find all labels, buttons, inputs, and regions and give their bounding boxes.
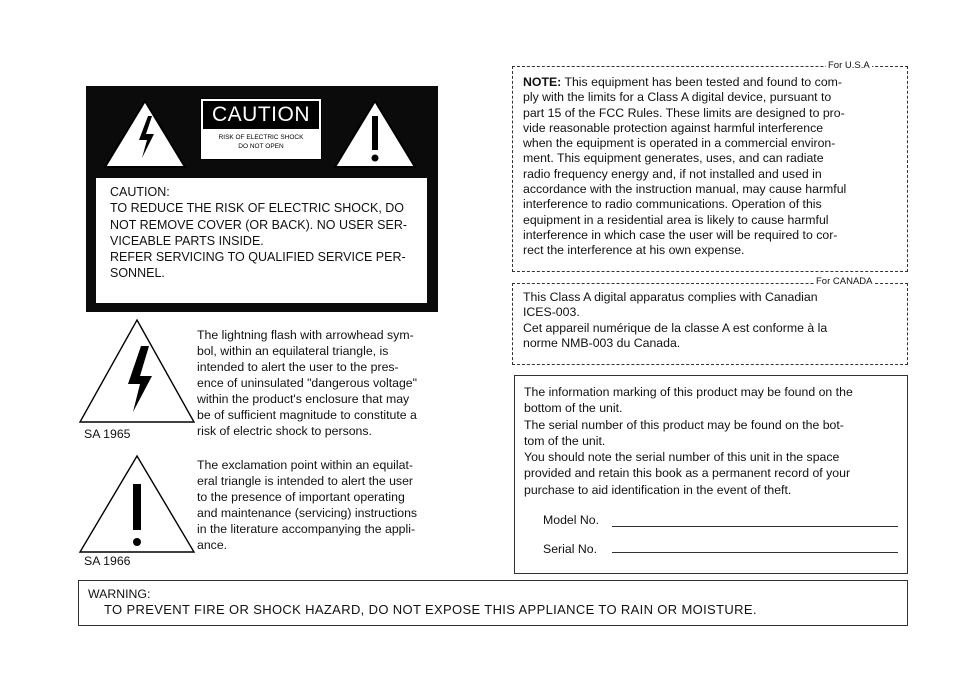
fcc-line: ply with the limits for a Class A digital device, pursuant to: [523, 90, 832, 105]
caution-line: SONNEL.: [110, 266, 165, 281]
info-line: You should note the serial number of this unit in the space: [524, 450, 840, 465]
desc-line: to the presence of important operating: [197, 490, 405, 504]
caution-small-line-1: RISK OF ELECTRIC SHOCK: [218, 134, 304, 141]
desc-line: be of sufficient magnitude to constitute a: [197, 408, 417, 422]
lightning-triangle-icon: [102, 98, 188, 170]
fcc-notice-text: [523, 75, 899, 259]
canada-line: Cet appareil numérique de la classe A est conforme à la: [523, 320, 828, 335]
caution-line: VICEABLE PARTS INSIDE.: [110, 233, 264, 248]
exclamation-triangle-icon: [332, 98, 418, 170]
canada-region-label: For CANADA: [816, 276, 873, 287]
serial-info-text: [524, 384, 900, 498]
fcc-line: vide reasonable protection against harmful interference: [523, 120, 824, 135]
desc-line: ence of uninsulated "dangerous voltage": [197, 376, 417, 390]
fcc-line: This equipment has been tested and found to com-: [561, 75, 842, 89]
fcc-region-label: For U.S.A: [828, 60, 870, 71]
desc-line: within the product's enclosure that may: [197, 392, 410, 406]
info-line: bottom of the unit.: [524, 401, 623, 416]
desc-line: The lightning flash with arrowhead sym-: [197, 328, 414, 342]
caution-banner: CAUTION: [203, 101, 319, 129]
warning-heading: WARNING:: [88, 587, 151, 601]
exclamation-symbol-icon: [78, 454, 196, 554]
info-line: provided and retain this book as a permanent record of your: [524, 466, 851, 481]
info-line: The serial number of this product may be found on the bot-: [524, 417, 844, 432]
desc-line: eral triangle is intended to alert the user: [197, 474, 414, 488]
caution-text-area: [96, 178, 427, 303]
exclamation-description: [197, 457, 457, 553]
caution-small-line-2: DO NOT OPEN: [238, 143, 284, 150]
caution-line: REFER SERVICING TO QUALIFIED SERVICE PER-: [110, 250, 406, 265]
model-number-field[interactable]: [612, 526, 898, 527]
caution-line: NOT REMOVE COVER (OR BACK). NO USER SER-: [110, 217, 408, 232]
fcc-line: interference in which case the user will be required to cor-: [523, 227, 838, 242]
symbol-code-1965: SA 1965: [84, 427, 131, 441]
desc-line: risk of electric shock to persons.: [197, 424, 372, 438]
caution-line: TO REDUCE THE RISK OF ELECTRIC SHOCK, DO: [110, 201, 405, 216]
desc-line: intended to alert the user to the pres-: [197, 360, 399, 374]
desc-line: The exclamation point within an equilat-: [197, 458, 414, 472]
caution-heading: CAUTION:: [110, 185, 170, 199]
fcc-line: rect the interference at his own expense.: [523, 243, 745, 258]
fcc-line: interference to radio communications. Operation of this: [523, 197, 822, 212]
fcc-line: equipment in a residential area is likely to cause harmful: [523, 212, 829, 227]
serial-number-label: Serial No.: [543, 542, 597, 556]
fcc-line: radio frequency energy and, if not installed and used in: [523, 166, 822, 181]
lightning-symbol-icon: [78, 318, 196, 424]
model-number-label: Model No.: [543, 513, 600, 527]
fcc-line: part 15 of the FCC Rules. These limits are designed to pro-: [523, 105, 845, 120]
caution-label: [200, 98, 322, 160]
fcc-line: accordance with the instruction manual, may cause harmful: [523, 182, 847, 197]
symbol-code-1966: SA 1966: [84, 554, 131, 568]
canada-line: ICES-003.: [523, 305, 580, 320]
fcc-line: when the equipment is operated in a commercial environ-: [523, 136, 836, 151]
info-line: tom of the unit.: [524, 433, 606, 448]
lightning-description: [197, 327, 457, 439]
fcc-note-label: NOTE:: [523, 75, 562, 89]
canada-line: norme NMB-003 du Canada.: [523, 335, 681, 350]
desc-line: in the literature accompanying the appli-: [197, 522, 416, 536]
info-line: purchase to aid identification in the event of theft.: [524, 482, 792, 497]
fcc-line: ment. This equipment generates, uses, and can radiate: [523, 151, 824, 166]
canada-line: This Class A digital apparatus complies with Canadian: [523, 290, 818, 304]
warning-text: TO PREVENT FIRE OR SHOCK HAZARD, DO NOT EXPOSE THIS APPLIANCE TO RAIN OR MOISTURE.: [104, 602, 757, 617]
desc-line: and maintenance (servicing) instructions: [197, 506, 418, 520]
desc-line: ance.: [197, 538, 228, 552]
canada-notice-text: [523, 290, 899, 351]
serial-number-field[interactable]: [612, 552, 898, 553]
info-line: The information marking of this product may be found on the: [524, 385, 853, 399]
desc-line: bol, within an equilateral triangle, is: [197, 344, 389, 358]
